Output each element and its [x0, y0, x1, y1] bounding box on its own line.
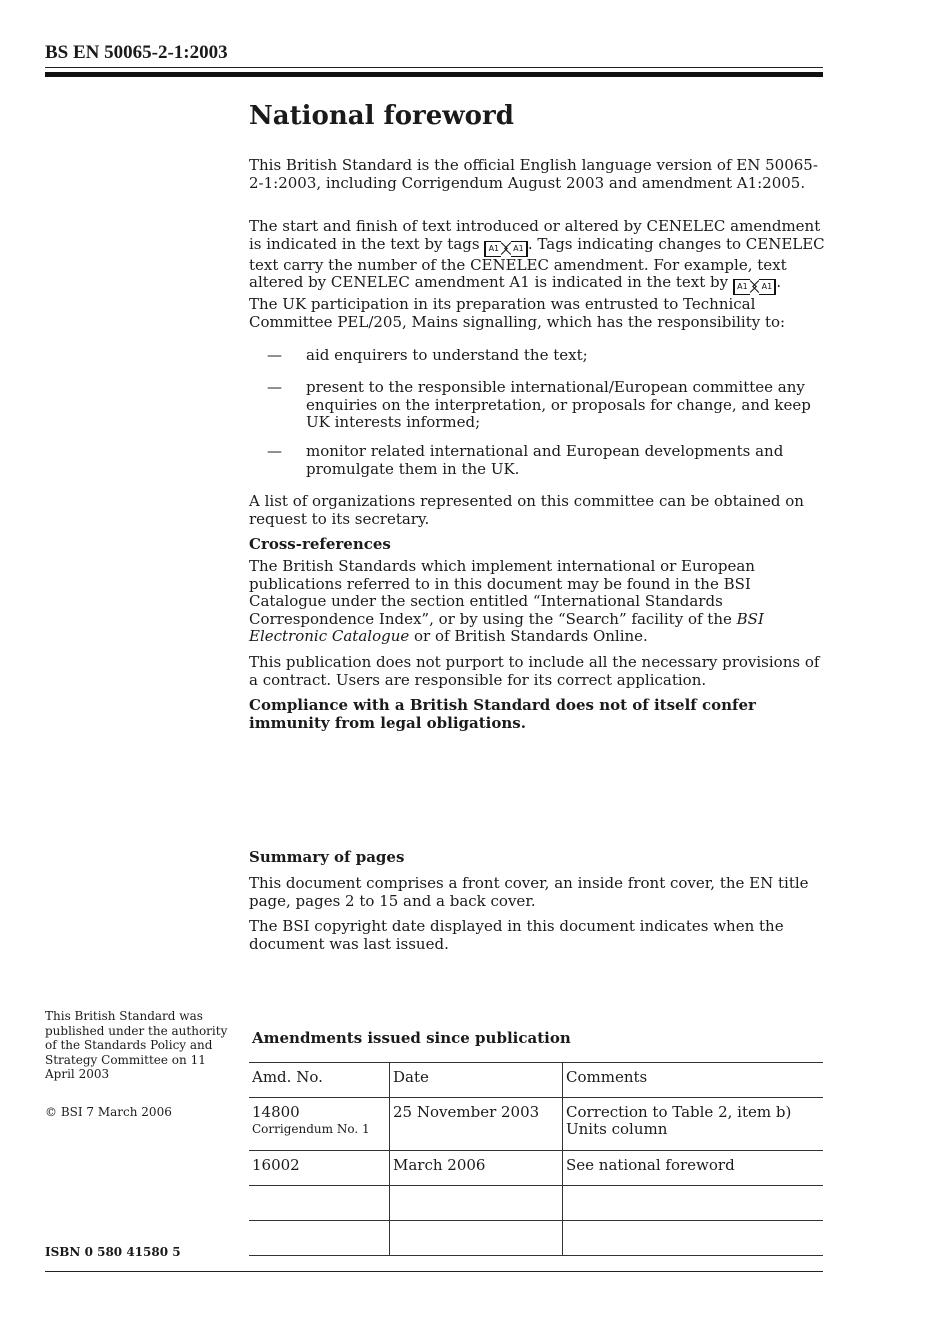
- publication-note: This British Standard was published under the authority of the Standards Policy and Strategy Committee on 11 April 2003: [45, 1009, 228, 1081]
- text-span: . Tags indicating changes to CENELEC text carry the number of the CENELEC amendment. For example, text altered by CENELEC amendment A1 is indicated in the text by: [249, 234, 825, 291]
- paragraph-copyright-date: [249, 918, 826, 953]
- paragraph-text: This British Standard is the official English language version of EN 50065-2-1:2003, including Corrigendum August 2003 and amendment A1:2005.: [249, 156, 818, 192]
- paragraph-crossref: [249, 558, 826, 646]
- paragraph-summary: [249, 875, 826, 910]
- crossref-heading: Cross-references: [249, 535, 391, 553]
- paragraph-text: The UK participation in its preparation was entrusted to Technical Committee PEL/205, Mains signalling, which has the responsibility to:: [249, 295, 786, 331]
- amendment-open-tag-icon: A1: [733, 279, 750, 295]
- isbn: ISBN 0 580 41580 5: [45, 1245, 181, 1259]
- standard-code: BS EN 50065-2-1:2003: [45, 42, 228, 63]
- comments-cell: [563, 1186, 824, 1221]
- date-cell: March 2006: [390, 1151, 563, 1186]
- summary-heading: Summary of pages: [249, 848, 405, 866]
- amd-subtitle: Corrigendum No. 1: [252, 1122, 370, 1136]
- paragraph-text: A list of organizations represented on this committee can be obtained on request to its secretary.: [249, 492, 804, 528]
- paragraph-text: This publication does not purport to include all the necessary provisions of a contract. Users are responsible for its correct application.: [249, 653, 820, 689]
- comments-cell: See national foreword: [563, 1151, 824, 1186]
- amendments-table: [249, 1062, 823, 1256]
- bullet-dash: —: [267, 442, 282, 460]
- amendment-open-tag-icon: A1: [484, 241, 501, 257]
- header-cell: Comments: [563, 1063, 824, 1098]
- amendment-close-tag-icon: A1: [511, 241, 528, 257]
- amd-number: 16002: [252, 1156, 300, 1174]
- paragraph-text: This document comprises a front cover, an inside front cover, the EN title page, pages 2 to 15 and a back cover.: [249, 874, 809, 910]
- text-span: The British Standards which implement international or European publications referred to in this document may be found in the BSI Catalogue under the section entitled “International Standards Correspondence Index”, or by using the “Search” facility of the: [249, 557, 755, 628]
- amendment-close-tag-icon: A1: [759, 279, 776, 295]
- catalogue-name: BSI Electronic Catalogue: [249, 609, 764, 645]
- bullet-text: monitor related international and European developments and promulgate them in the UK.: [306, 442, 784, 478]
- amendments-title: Amendments issued since publication: [252, 1029, 571, 1047]
- page-title: National foreword: [249, 101, 514, 131]
- comments-cell: [563, 1221, 824, 1256]
- bullet-dash: —: [267, 378, 282, 396]
- date-cell: 25 November 2003: [390, 1098, 563, 1151]
- compliance-statement: Compliance with a British Standard does not of itself confer immunity from legal obligations.: [249, 696, 756, 732]
- header-cell: Amd. No.: [249, 1063, 390, 1098]
- amd-number: 14800: [252, 1103, 300, 1121]
- text-span: The start and finish of text introduced or altered by CENELEC amendment is indicated in the text by tags: [249, 217, 821, 253]
- paragraph-text: The BSI copyright date displayed in this document indicates when the document was last issued.: [249, 917, 784, 953]
- bullet-dash: —: [267, 346, 282, 364]
- comments-cell: Correction to Table 2, item b) Units column: [563, 1098, 824, 1151]
- bullet-text: aid enquirers to understand the text;: [306, 346, 588, 364]
- paragraph-provisions: [249, 654, 826, 689]
- date-cell: [390, 1221, 563, 1256]
- copyright-note: © BSI 7 March 2006: [45, 1105, 172, 1119]
- paragraph-intro: [249, 157, 826, 192]
- paragraph-participation: [249, 296, 826, 331]
- table-row: [249, 1186, 823, 1221]
- bullet-text: present to the responsible international/European committee any enquiries on the interpretation, or proposals for change, and keep UK interests informed;: [306, 378, 811, 431]
- table-header-row: [249, 1063, 823, 1098]
- header-rule-thin: [45, 67, 823, 68]
- paragraph-organizations: [249, 493, 826, 528]
- paragraph-text: [249, 558, 826, 646]
- table-row: [249, 1098, 823, 1151]
- amd-no-cell: [249, 1221, 390, 1256]
- amd-no-cell: [249, 1098, 390, 1151]
- text-span: or of British Standards Online.: [409, 627, 648, 645]
- header-rule-thick: [45, 72, 823, 77]
- table-row: [249, 1151, 823, 1186]
- table-row: [249, 1221, 823, 1256]
- header-cell: Date: [390, 1063, 563, 1098]
- date-cell: [390, 1186, 563, 1221]
- text-span: .: [776, 273, 782, 291]
- paragraph-text: [249, 218, 826, 295]
- amd-no-cell: [249, 1186, 390, 1221]
- footer-rule: [45, 1271, 823, 1272]
- paragraph-tags: [249, 218, 826, 295]
- amd-no-cell: [249, 1151, 390, 1186]
